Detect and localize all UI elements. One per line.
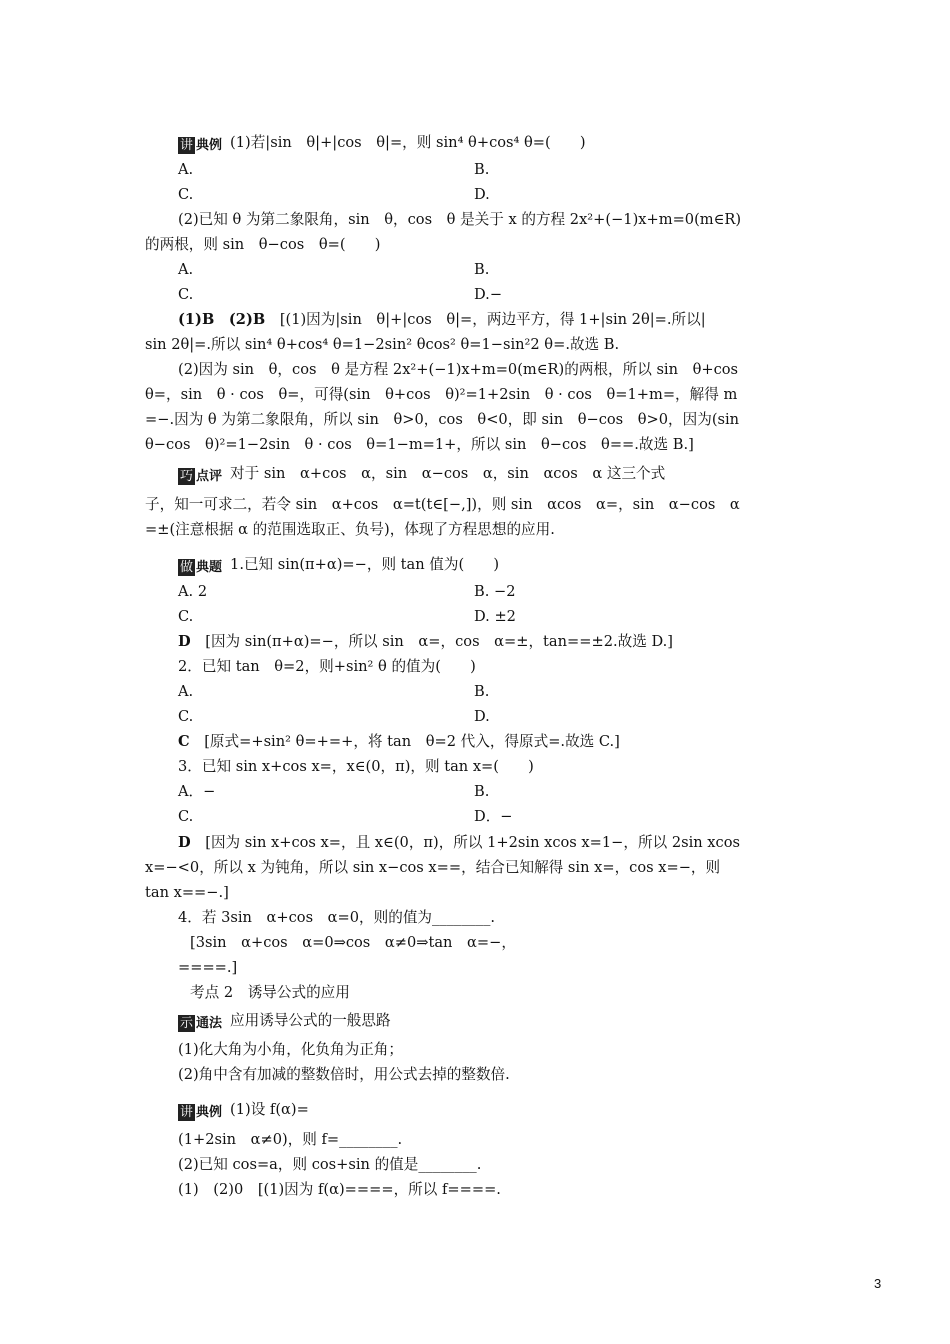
example-1-question-2-line2: 的两根，则 sin θ−cos θ=( ) [145,236,381,253]
option-d: D. [474,186,490,203]
page-number: 3 [874,1276,882,1291]
example-2-question-1: 讲 典例 (1)设 f(α)= [180,1101,309,1120]
option-b: B. [474,161,490,178]
option-c: C. [178,808,194,825]
practice-question-1: 做 典题 1.已知 sin(π+α)=−，则 tan 值为( ) [180,556,500,575]
option-c: C. [178,286,194,303]
option-a: A. [178,161,194,178]
option-c: C. [178,708,194,725]
option-a: A．− [178,783,216,800]
example-1-question-1: 讲 典例 (1)若|sin θ|+|cos θ|=，则 sin⁴ θ+cos⁴ θ=( ) [180,134,586,153]
example-1-answer-line6: θ−cos θ)²=1−2sin θ · cos θ=1−m=1+，所以 sin θ−cos θ==.故选 B.] [145,436,694,453]
comment-tag: 巧 点评 [180,469,223,484]
option-d: D. ±2 [474,608,516,625]
example-tag: 讲 典例 [180,1105,223,1120]
practice-answer-3-line2: x=−<0，所以 x 为钝角，所以 sin x−cos x==，结合已知解得 sin x=，cos x=−，则 [145,859,721,876]
example-1-answer-line1: (1)B (2)B [(1)因为|sin θ|+|cos θ|=，两边平方，得 1+|sin 2θ|=.所以| [178,311,706,328]
example-2-question-2: (2)已知 cos=a，则 cos+sin 的值是________. [178,1156,482,1173]
example-1-answer-line5: =−.因为 θ 为第二象限角，所以 sin θ>0，cos θ<0，即 sin θ−cos θ>0，因为(sin [145,411,740,428]
method-step-2: (2)角中含有加减的整数倍时，用公式去掉的整数倍. [178,1066,510,1083]
practice-question-3: 3．已知 sin x+cos x=，x∈(0，π)，则 tan x=( ) [178,758,534,775]
example-2-question-1-line2: (1+2sin α≠0)，则 f=________. [178,1131,403,1148]
comment-line2: 子，知一可求二，若令 sin α+cos α=t(t∈[−,])，则 sin αcos α=，sin α−cos α [145,496,740,513]
option-a: A. [178,261,194,278]
option-b: B. [474,783,490,800]
option-d: D.− [474,286,503,303]
option-b: B. [474,683,490,700]
practice-answer-3-line1: D [因为 sin x+cos x=，且 x∈(0，π)，所以 1+2sin xcos x=1−，所以 2sin xcos [178,834,740,851]
example-1-question-2-line1: (2)已知 θ 为第二象限角，sin θ，cos θ 是关于 x 的方程 2x²+(−1)x+m=0(m∈R) [178,211,742,228]
option-a: A. 2 [178,583,208,600]
practice-answer-2: C [原式=+sin² θ=+=+，将 tan θ=2 代入，得原式=.故选 C.] [178,733,620,750]
option-d: D. [474,708,490,725]
method-tag: 示 通法 [180,1016,223,1031]
option-a: A. [178,683,194,700]
comment-line1: 巧 点评 对于 sin α+cos α，sin α−cos α，sin αcos α 这三个式 [180,465,666,484]
method-step-1: (1)化大角为小角，化负角为正角； [178,1041,403,1058]
option-d: D．− [474,808,513,825]
practice-answer-4-line1: [3sin α+cos α=0⇒cos α≠0⇒tan α=−， [190,934,516,951]
practice-question-2: 2．已知 tan θ=2，则+sin² θ 的值为( ) [178,658,476,675]
example-1-answer-line4: θ=，sin θ · cos θ=，可得(sin θ+cos θ)²=1+2sin θ · cos θ=1+m=，解得 m [145,386,738,403]
comment-line3: =±(注意根据 α 的范围选取正、负号)，体现了方程思想的应用. [145,521,555,538]
practice-question-4: 4．若 3sin α+cos α=0，则的值为________. [178,909,496,926]
option-b: B. [474,261,490,278]
example-1-answer-line2: sin 2θ|=.所以 sin⁴ θ+cos⁴ θ=1−2sin² θcos² θ=1−sin²2 θ=.故选 B. [145,336,620,353]
practice-answer-3-line3: tan x==−.] [145,884,229,901]
example-2-answer: (1) (2)0 [(1)因为 f(α)====，所以 f====. [178,1181,501,1198]
option-b: B. −2 [474,583,516,600]
practice-tag: 做 典题 [180,560,223,575]
option-c: C. [178,608,194,625]
practice-answer-4-line2: ====.] [178,959,238,976]
example-tag: 讲 典例 [180,138,223,153]
section-2-title: 考点 2 诱导公式的应用 [190,984,350,1001]
option-c: C. [178,186,194,203]
example-1-answer-line3: (2)因为 sin θ，cos θ 是方程 2x²+(−1)x+m=0(m∈R)的两根，所以 sin θ+cos [178,361,739,378]
method-title: 示 通法 应用诱导公式的一般思路 [180,1012,391,1031]
practice-answer-1: D [因为 sin(π+α)=−，所以 sin α=，cos α=±，tan==±2.故选 D.] [178,633,673,650]
